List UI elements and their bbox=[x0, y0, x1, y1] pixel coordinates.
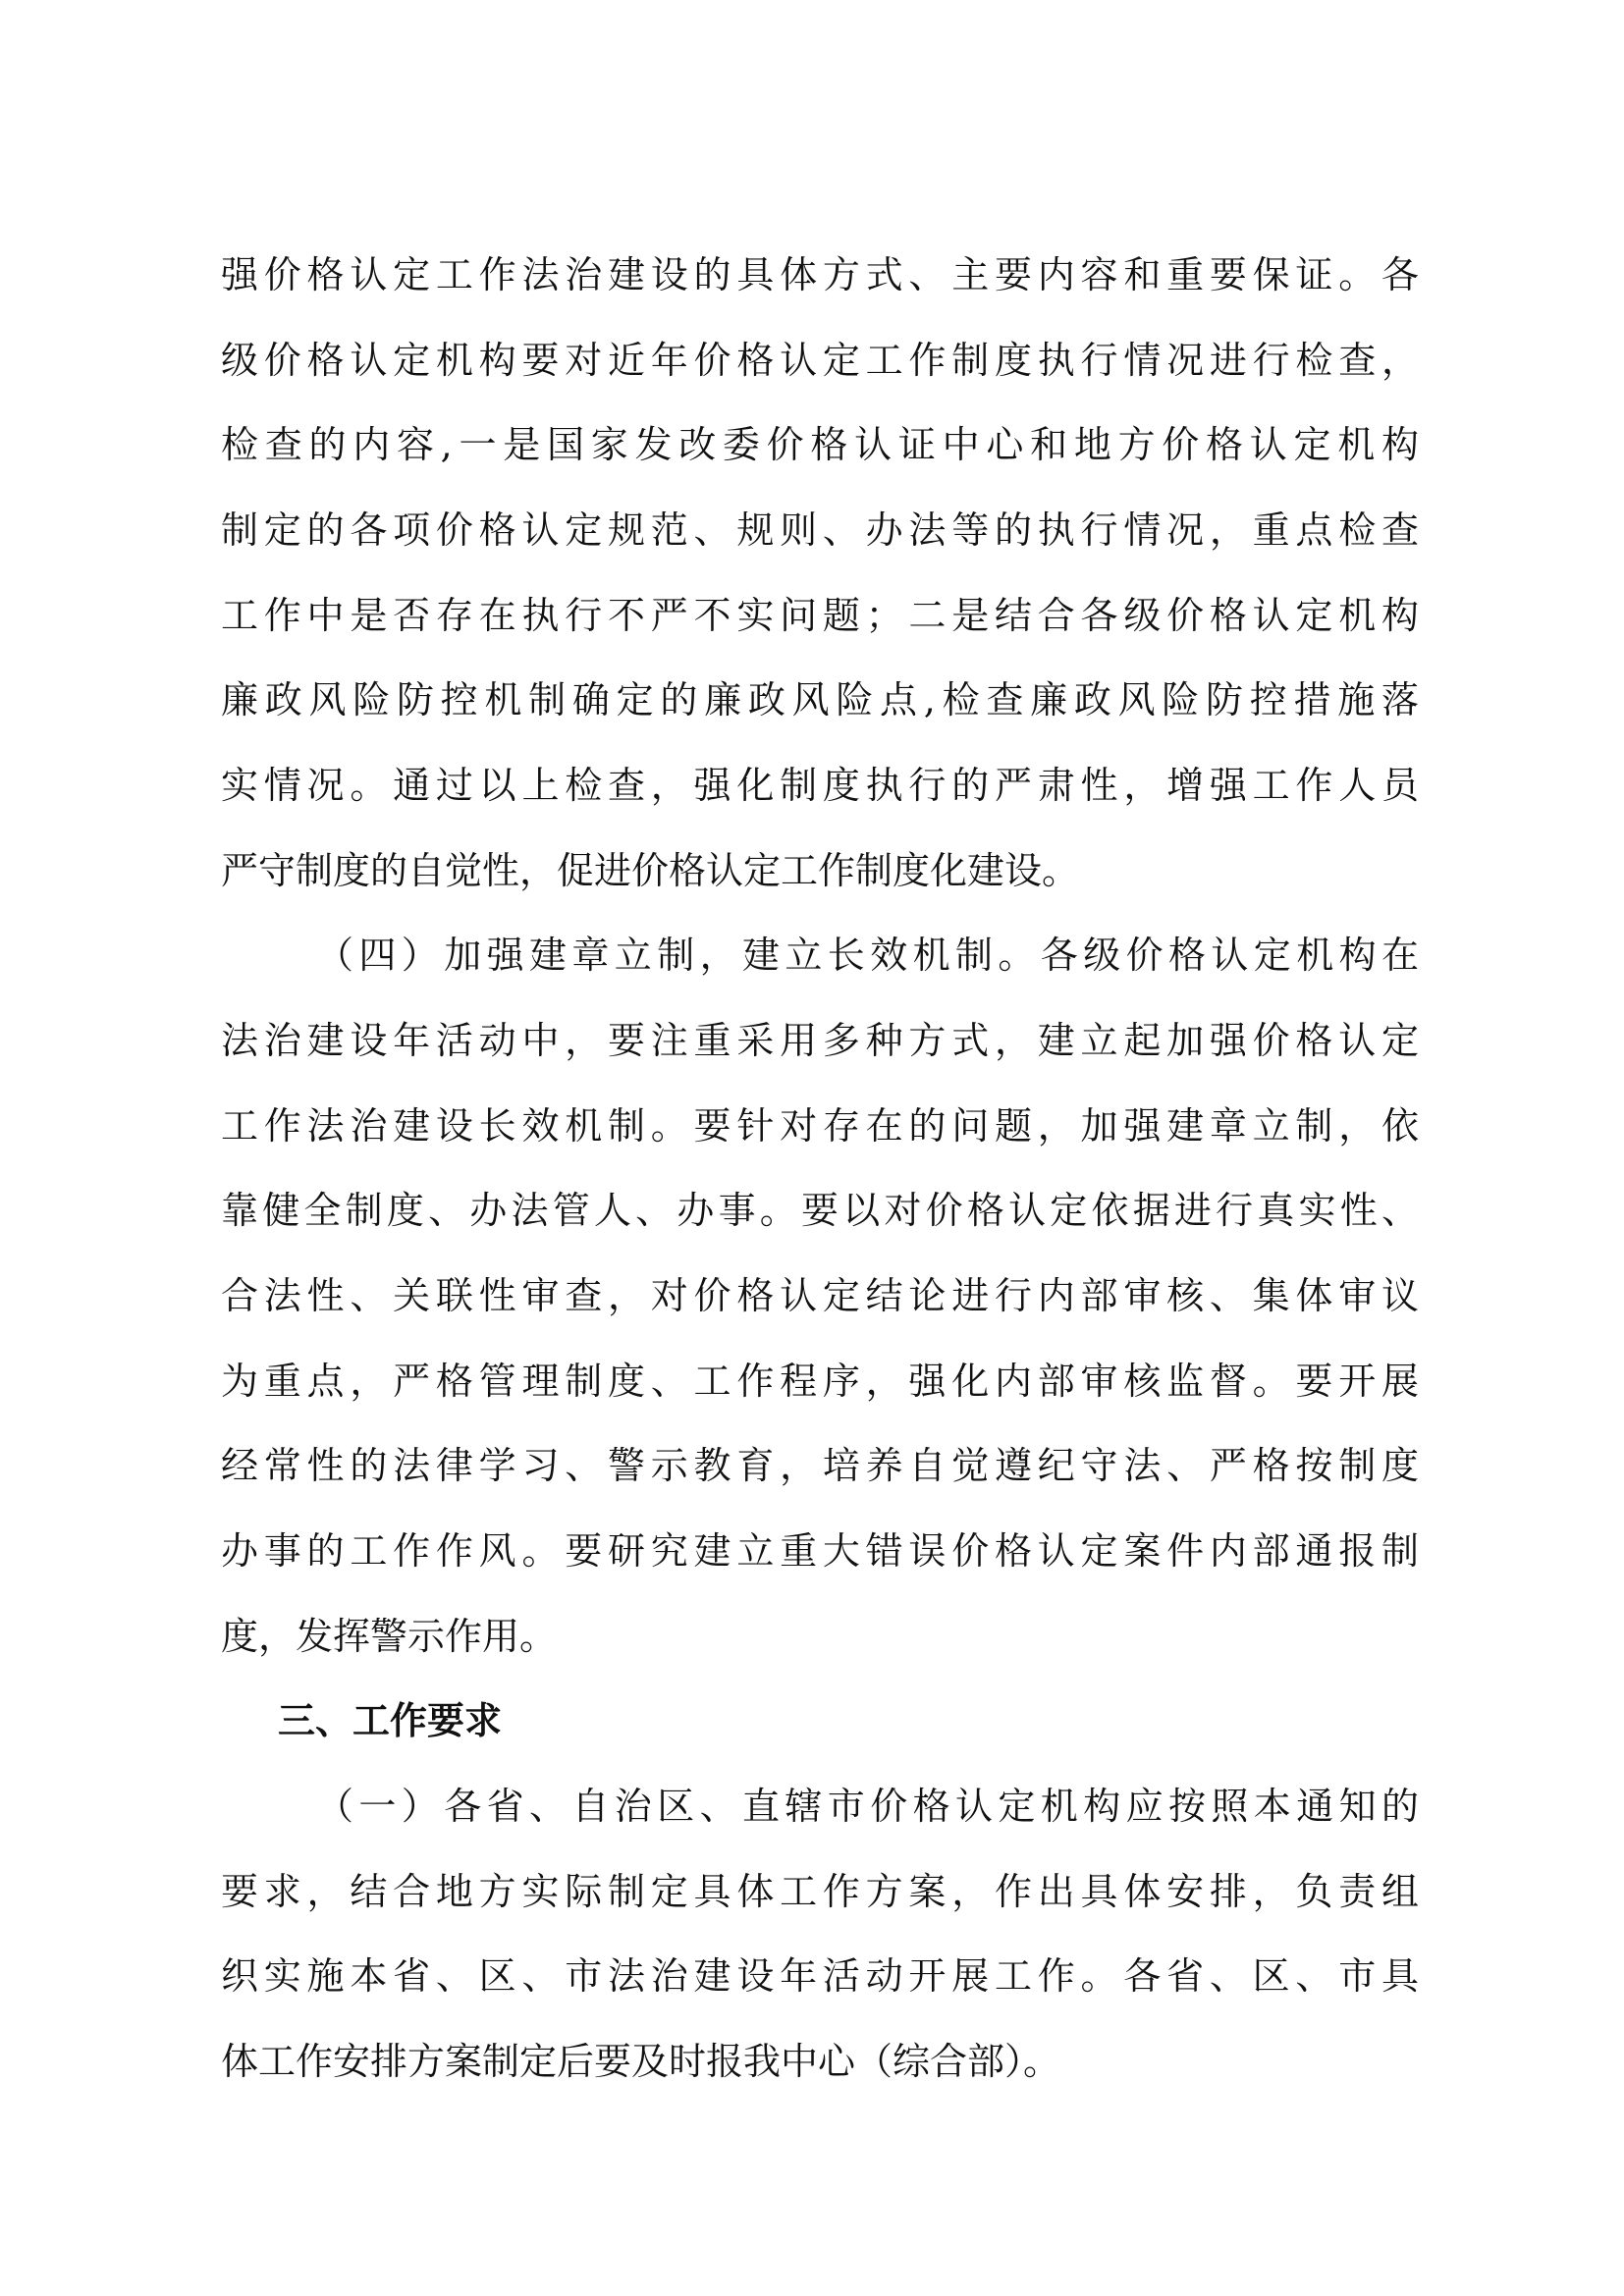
body-line: 体工作安排方案制定后要及时报我中心（综合部）。 bbox=[221, 2040, 1061, 2083]
section-heading: 三、工作要求 bbox=[278, 1699, 503, 1742]
section-paragraph-start: （四）加强建章立制，建立长效机制。各级价格认定机构在 bbox=[316, 934, 1419, 977]
body-line: 合法性、关联性审查，对价格认定结论进行内部审核、集体审议 bbox=[221, 1274, 1419, 1317]
body-line: 靠健全制度、办法管人、办事。要以对价格认定依据进行真实性、 bbox=[221, 1189, 1419, 1232]
body-line: 廉政风险防控机制确定的廉政风险点,检查廉政风险防控措施落 bbox=[221, 678, 1419, 721]
body-line: 级价格认定机构要对近年价格认定工作制度执行情况进行检查， bbox=[221, 339, 1419, 382]
body-line: 度，发挥警示作用。 bbox=[221, 1615, 558, 1658]
body-line: 经常性的法律学习、警示教育，培养自觉遵纪守法、严格按制度 bbox=[221, 1444, 1419, 1487]
body-line: 实情况。通过以上检查，强化制度执行的严肃性，增强工作人员 bbox=[221, 764, 1419, 807]
body-line: 工作法治建设长效机制。要针对存在的问题，加强建章立制，依 bbox=[221, 1104, 1419, 1148]
body-line: 法治建设年活动中，要注重采用多种方式，建立起加强价格认定 bbox=[221, 1019, 1419, 1062]
body-line: 为重点，严格管理制度、工作程序，强化内部审核监督。要开展 bbox=[221, 1360, 1419, 1403]
body-line: 办事的工作作风。要研究建立重大错误价格认定案件内部通报制 bbox=[221, 1529, 1419, 1573]
body-line: 要求，结合地方实际制定具体工作方案，作出具体安排，负责组 bbox=[221, 1870, 1419, 1913]
body-line: 工作中是否存在执行不严不实问题；二是结合各级价格认定机构 bbox=[221, 594, 1419, 637]
body-line: 强价格认定工作法治建设的具体方式、主要内容和重要保证。各 bbox=[221, 253, 1419, 296]
section-paragraph-start: （一）各省、自治区、直辖市价格认定机构应按照本通知的 bbox=[316, 1785, 1419, 1828]
body-line: 织实施本省、区、市法治建设年活动开展工作。各省、区、市具 bbox=[221, 1954, 1419, 1998]
body-line: 检查的内容,一是国家发改委价格认证中心和地方价格认定机构 bbox=[221, 423, 1419, 466]
body-line: 严守制度的自觉性，促进价格认定工作制度化建设。 bbox=[221, 849, 1080, 892]
body-line: 制定的各项价格认定规范、规则、办法等的执行情况，重点检查 bbox=[221, 508, 1419, 552]
